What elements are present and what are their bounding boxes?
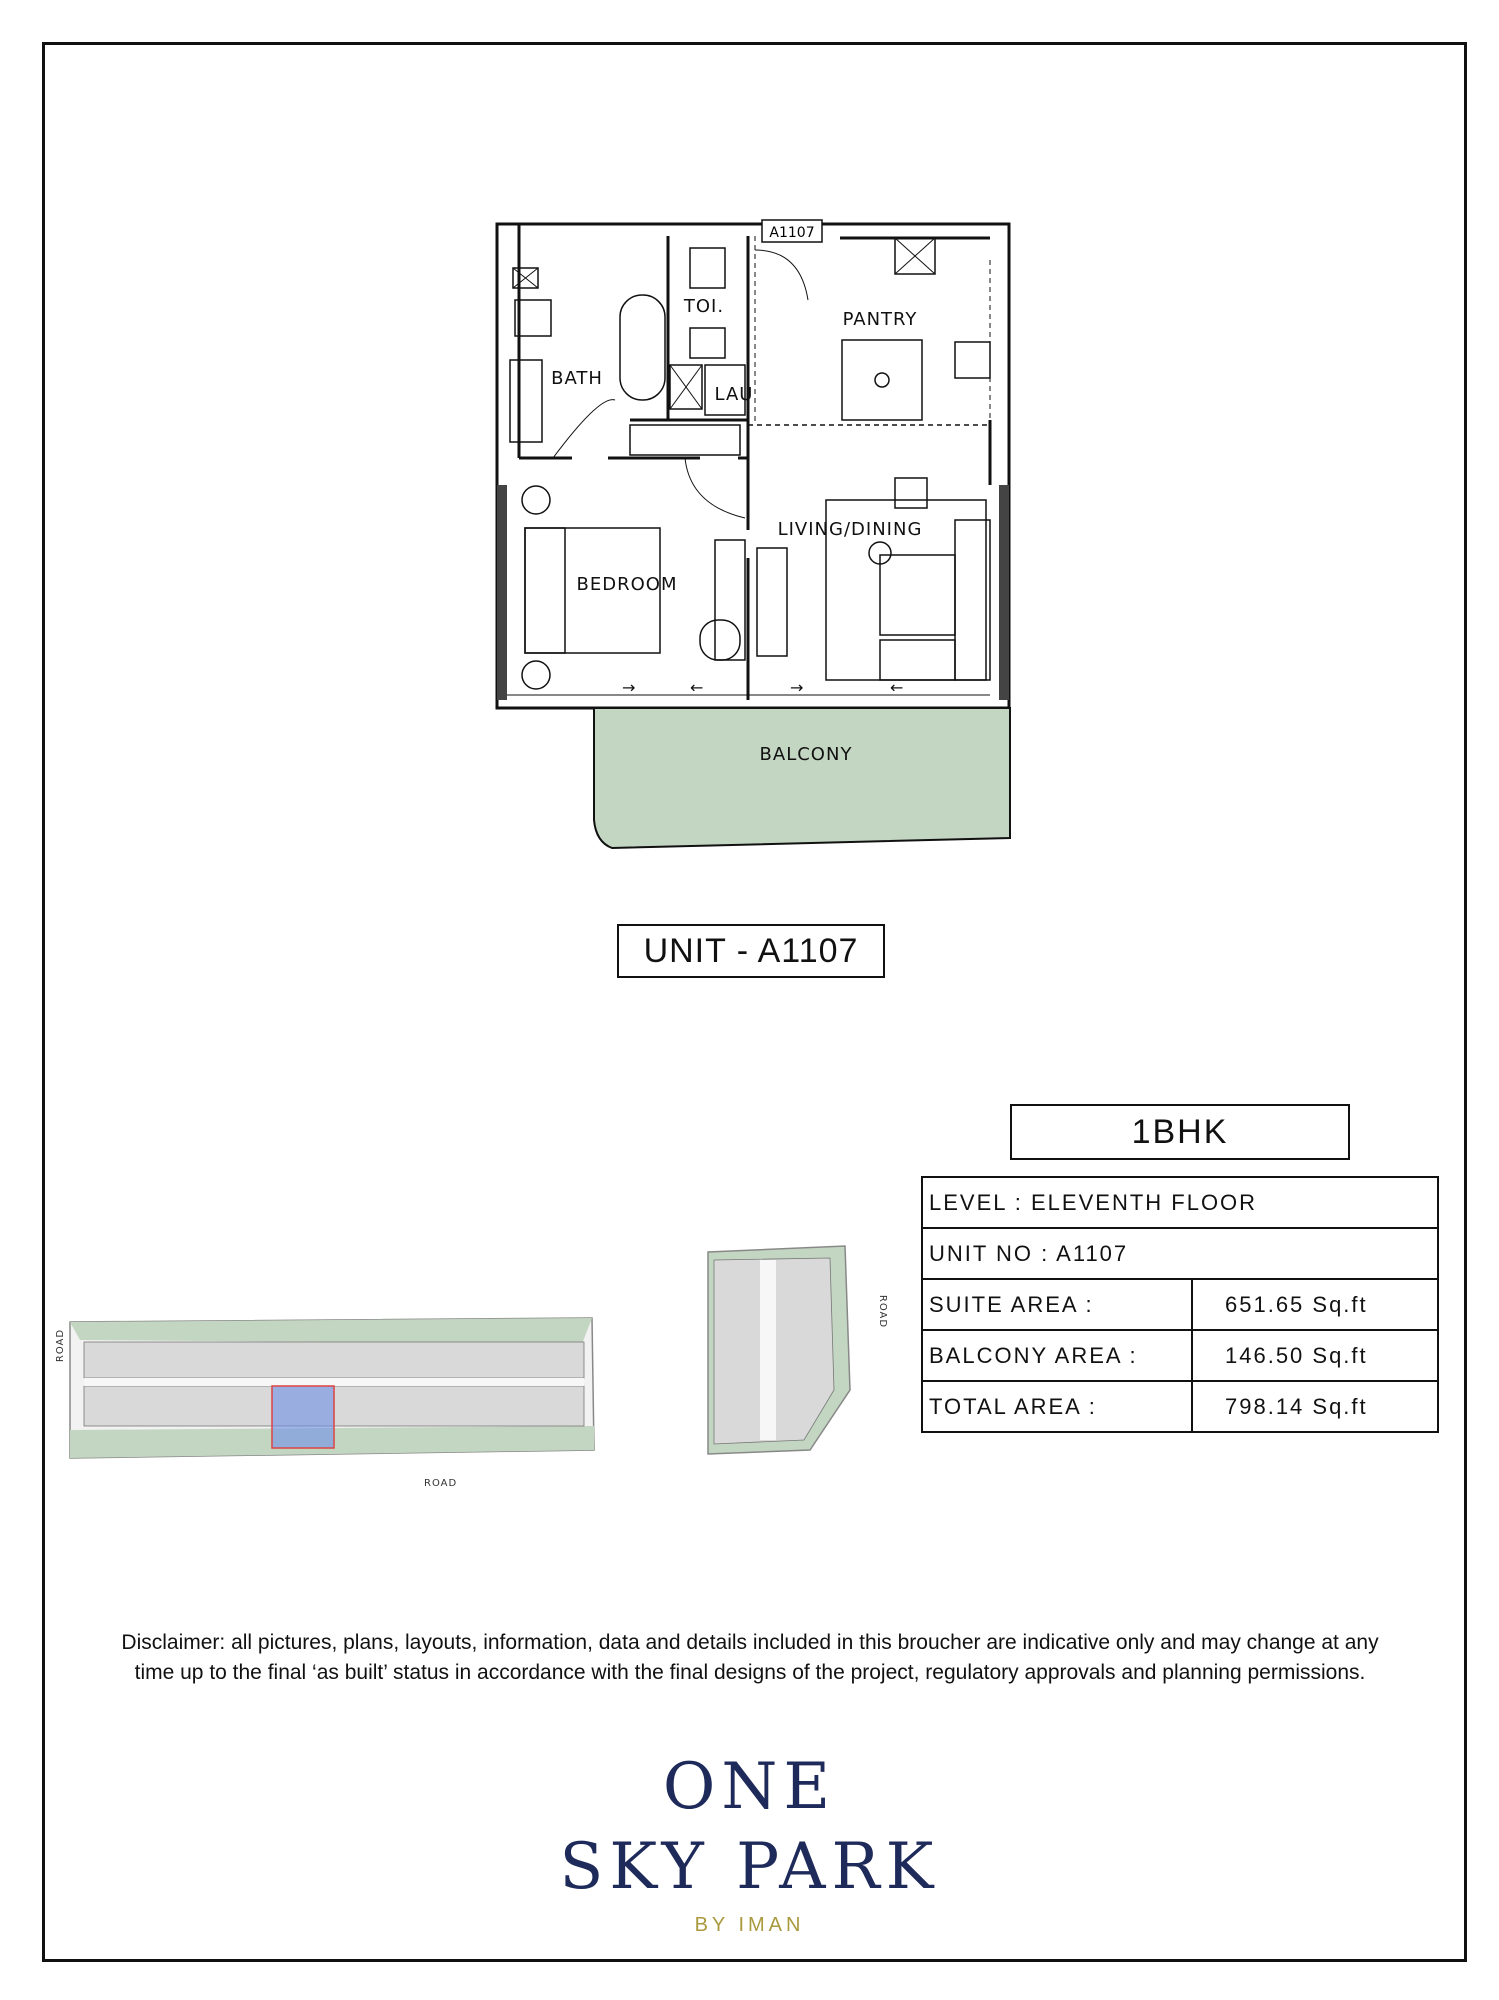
disclaimer-text: Disclaimer: all pictures, plans, layouts, information, data and details included in this broucher are indicative only and may change at any time up to the final ‘as built’ status in accordance with the final designs of the project, regulatory approvals and planning permissions.	[121, 1631, 1379, 1684]
road-label-right: ROAD	[877, 1294, 889, 1329]
area-spec-table	[921, 1176, 1439, 1433]
room-label-pantry: PANTRY	[842, 309, 918, 330]
spec-balcony-value: 146.50 Sq.ft	[1192, 1330, 1438, 1381]
spec-suite-label: SUITE AREA :	[922, 1279, 1192, 1330]
room-label-balcony: BALCONY	[759, 744, 853, 765]
spec-total-value: 798.14 Sq.ft	[1192, 1381, 1438, 1432]
spec-unit-no: UNIT NO : A1107	[922, 1228, 1438, 1279]
road-label-left: ROAD	[55, 1328, 67, 1363]
spec-balcony-label: BALCONY AREA :	[922, 1330, 1192, 1381]
spec-level: LEVEL : ELEVENTH FLOOR	[922, 1177, 1438, 1228]
unit-title: UNIT - A1107	[617, 924, 885, 978]
key-plan-block-a	[62, 1300, 602, 1480]
svg-text:→: →	[622, 678, 636, 697]
floor-plan	[480, 210, 1020, 860]
logo-line-sky-park: SKY PARK	[559, 1830, 940, 1904]
spec-suite-value: 651.65 Sq.ft	[1192, 1279, 1438, 1330]
spec-total-label: TOTAL AREA :	[922, 1381, 1192, 1432]
svg-text:→: →	[790, 678, 804, 697]
svg-text:←: ←	[690, 678, 704, 697]
svg-text:←: ←	[890, 678, 904, 697]
road-label-bottom: ROAD	[424, 1478, 458, 1489]
room-label-laundry: LAU	[714, 384, 754, 405]
key-plan-block-b	[700, 1240, 860, 1460]
door-tag: A1107	[769, 225, 815, 241]
highlighted-unit	[272, 1386, 334, 1448]
room-label-bath: BATH	[551, 368, 603, 389]
room-label-living: LIVING/DINING	[777, 519, 923, 540]
balcony-area	[594, 708, 1010, 848]
room-label-toilet: TOI.	[683, 296, 725, 317]
room-label-bedroom: BEDROOM	[576, 574, 678, 595]
logo-line-by-iman: BY IMAN	[694, 1914, 805, 1936]
logo-line-one: ONE	[662, 1750, 837, 1824]
unit-type: 1BHK	[1010, 1104, 1350, 1160]
